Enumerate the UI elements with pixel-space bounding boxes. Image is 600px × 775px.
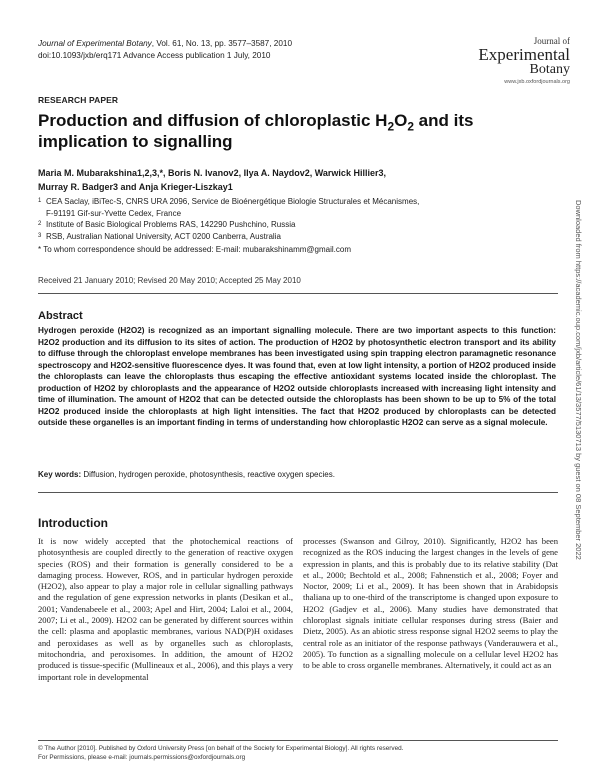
divider — [38, 740, 558, 741]
title-sub: 2 — [407, 119, 414, 134]
journal-logo — [470, 36, 570, 94]
affil-num: 1 — [38, 198, 42, 204]
paper-title — [38, 110, 538, 152]
journal-doi: doi:10.1093/jxb/erq171 Advance Access publication 1 July, 2010 — [38, 51, 271, 60]
logo-line-2: Experimental — [478, 45, 570, 64]
logo-line-1: Journal of — [533, 36, 570, 46]
affil-text: Institute of Basic Biological Problems RAS, 142290 Pushchino, Russia — [46, 220, 296, 229]
authors-line-2: Murray R. Badger3 and Anja Krieger-Liszkay1 — [38, 181, 233, 192]
copyright-line: © The Author [2010]. Published by Oxford University Press [on behalf of the Society for Experimental Biology]. All rights reserved. — [38, 745, 404, 752]
copyright-footer — [38, 744, 558, 762]
permissions-line: For Permissions, please e-mail: journals.permissions@oxfordjournals.org — [38, 754, 246, 761]
title-part: Production and diffusion of chloroplastic H — [38, 111, 388, 130]
download-text: Downloaded from https://academic.oup.com/jxb/article/61/13/3577/5130713 by guest on 08 September 2022 — [574, 200, 583, 560]
paper-type: RESEARCH PAPER — [38, 95, 119, 105]
abstract-heading: Abstract — [38, 310, 83, 322]
affil-num: 3 — [38, 232, 42, 239]
affiliations — [38, 196, 538, 256]
title-part: O — [394, 111, 408, 130]
keywords-text: Diffusion, hydrogen peroxide, photosynthesis, reactive oxygen species. — [83, 470, 335, 479]
download-watermark — [572, 200, 586, 640]
journal-volume: , Vol. 61, No. 13, pp. 3577–3587, 2010 — [151, 39, 292, 48]
divider — [38, 293, 558, 294]
received-dates: Received 21 January 2010; Revised 20 May 2010; Accepted 25 May 2010 — [38, 276, 301, 285]
logo-line-3: Botany — [529, 62, 570, 77]
intro-column-1: It is now widely accepted that the photochemical reactions of photosynthesis are coupled directly to the generation of reactive oxygen species (ROS) and their formation is generally considered to be a damaging process. However, ROS, and in particular hydrogen peroxide (H2O2), also appear to play a major role in cellular signalling pathways and the regulation of gene expression networks in plants (Desikan et al., 2001; Vandenabeele et al., 2003; Apel and Hirt, 2004; Laloi et al., 2004, 2007; Li et al., 2009). H2O2 can be generated by different sources within the cell: plasma and apoplastic membranes, various NAD(P)H oxidases and peroxidases as well as by organelles such as chloroplasts, mitochondria, and peroxisomes. In addition, the amount of H2O2 produced is tissue-specific (Mullineaux et al., 2006), and this plays a very important role in developmental — [38, 536, 293, 682]
introduction-heading: Introduction — [38, 516, 108, 530]
keywords — [38, 469, 556, 480]
authors — [38, 167, 538, 194]
title-part: and its implication to signalling — [38, 111, 474, 151]
logo-url: www.jxb.oxfordjournals.org — [504, 79, 570, 85]
affil-text: RSB, Australian National University, ACT 0200 Canberra, Australia — [46, 231, 281, 241]
keywords-label: Key words: — [38, 470, 82, 479]
affil-num — [38, 208, 46, 220]
affil-text: CEA Saclay, iBiTec-S, CNRS URA 2096, Service de Bioénergétique Biologie Structurales et Mécanismes, — [46, 197, 420, 206]
authors-line-1: Maria M. Mubarakshina1,2,3,*, Boris N. Ivanov2, Ilya A. Naydov2, Warwick Hillier3, — [38, 168, 386, 178]
affil-num: 2 — [38, 221, 42, 227]
divider — [38, 492, 558, 493]
journal-citation — [38, 38, 292, 62]
abstract-text: Hydrogen peroxide (H2O2) is recognized as an important signalling molecule. There are two important aspects to this function: H2O2 production and its diffusion to its sites of action. The production of H2O2 by photosynthetic electron transport and its ability to diffuse through the chloroplast envelope membranes has been investigated using spin trapping electron paramagnetic resonance spectroscopy and H2O2-sensitive fluorescence dyes. It was found that, even at low light intensity, a portion of H2O2 produced inside the chloroplasts can leave the chloroplasts thus escaping the effective antioxidant systems located inside the chloroplast. The production of H2O2 by chloroplasts and the appearance of H2O2 outside chloroplasts increased with increasing light intensity and time of illumination. The amount of H2O2 that can be detected outside the chloroplasts has been shown to be up to 5% of the total H2O2 produced inside the chloroplasts at high light intensities. The fact that H2O2 produced by chloroplasts can be detected outside these organelles is an important finding in terms of understanding how chloroplastic H2O2 can serve as a signal molecule. — [38, 326, 556, 427]
intro-column-2: processes (Swanson and Gilroy, 2010). Significantly, H2O2 has been recognized as the ROS inducing the largest changes in the levels of gene expression in plants, and this is probably due to its relative stability (Dat et al., 2000; Bechtold et al., 2008; Fahnenstich et al., 2008; Foyer and Noctor, 2009; Li et al., 2009). It has been shown that in Arabidopsis thaliana up to one-third of the transcriptome is changed upon exposure to H2O2 (Gadjev et al., 2006). Many studies have demonstrated that chloroplast signals initiate cellular responses during stress (Baier and Dietz, 2005). As an abiotic stress response signal H2O2 seems to play the central role as an initiator of the response pathways (Vanderauwera et al., 2005). To function as a signalling molecule on a cellular level H2O2 has to be able to cross organelle membranes. Alternatively, it could act as an — [303, 536, 558, 671]
title-sub: 2 — [387, 119, 395, 134]
correspondence: * To whom correspondence should be addressed: E-mail: mubarakshinamm@gmail.com — [38, 245, 352, 254]
journal-name: Journal of Experimental Botany — [38, 39, 152, 48]
affil-text: F-91191 Gif-sur-Yvette Cedex, France — [46, 208, 182, 218]
